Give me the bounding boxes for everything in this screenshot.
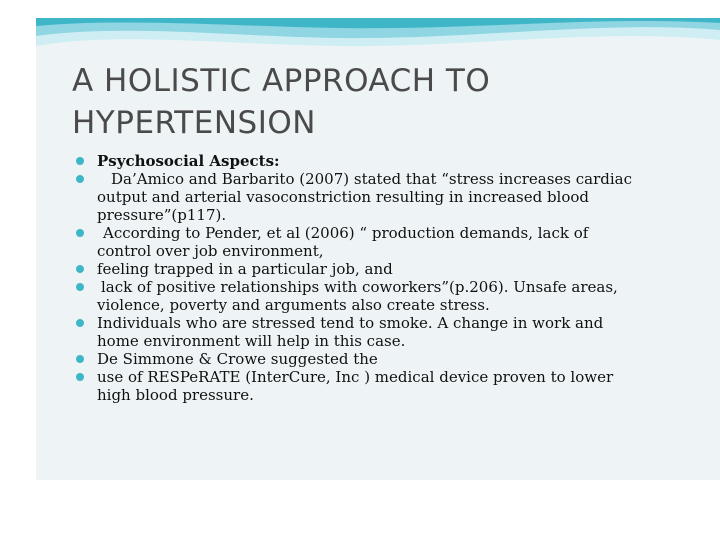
title-line-2: HYPERTENSION	[72, 105, 316, 141]
bullet-text: De Simmone & Crowe suggested the	[97, 350, 378, 368]
bullet-dot-icon	[76, 283, 84, 291]
bullet-text: According to Pender, et al (2006) “ production demands, lack of control over job environment,	[97, 224, 589, 260]
bullet-dot-icon	[76, 175, 84, 183]
bullet-text: Psychosocial Aspects:	[97, 152, 280, 170]
bullet-item	[76, 368, 636, 404]
bullet-dot-icon	[76, 373, 84, 381]
bullet-item	[76, 152, 636, 170]
bullet-dot-icon	[76, 157, 84, 165]
bullet-item	[76, 224, 636, 260]
title-line-1: A HOLISTIC APPROACH TO	[72, 63, 491, 99]
bullet-text: use of RESPeRATE (InterCure, Inc ) medical device proven to lower high blood pressure.	[97, 368, 614, 404]
bullet-item	[76, 170, 636, 224]
bullet-dot-icon	[76, 319, 84, 327]
slide-title	[72, 60, 692, 144]
bullet-list	[76, 152, 636, 404]
bullet-item	[76, 314, 636, 350]
bullet-text: Da’Amico and Barbarito (2007) stated that “stress increases cardiac output and arterial vasoconstriction resulting in increased blood pressure”(p117).	[97, 170, 633, 224]
bullet-dot-icon	[76, 355, 84, 363]
bullet-text: lack of positive relationships with coworkers”(p.206). Unsafe areas, violence, poverty and arguments also create stress.	[97, 278, 618, 314]
bullet-dot-icon	[76, 229, 84, 237]
bullet-text: Individuals who are stressed tend to smoke. A change in work and home environment will help in this case.	[97, 314, 604, 350]
slide	[36, 18, 720, 480]
bullet-item	[76, 350, 636, 368]
bullet-item	[76, 260, 636, 278]
bullet-dot-icon	[76, 265, 84, 273]
bullet-text: feeling trapped in a particular job, and	[97, 260, 393, 278]
bullet-item	[76, 278, 636, 314]
